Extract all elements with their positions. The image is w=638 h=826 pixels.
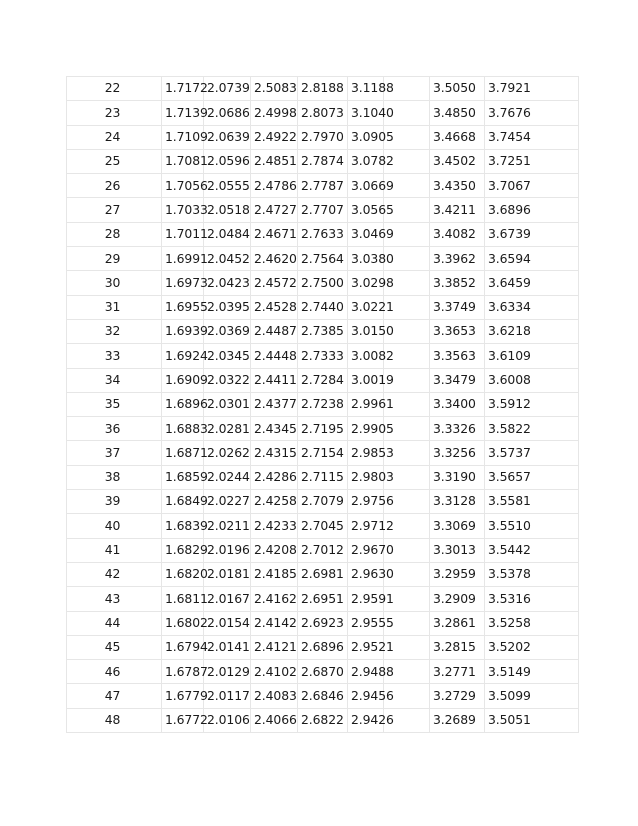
value-cell: 2.7633 bbox=[298, 222, 348, 246]
table-row bbox=[67, 368, 579, 392]
value-cell: 3.5510 bbox=[485, 514, 579, 538]
value-cell: 2.9591 bbox=[348, 587, 384, 611]
table-row bbox=[67, 635, 579, 659]
value-cell: 2.9712 bbox=[348, 514, 384, 538]
value-cell: 2.7707 bbox=[298, 198, 348, 222]
value-cell: 3.5316 bbox=[485, 587, 579, 611]
value-cell: 3.7454 bbox=[485, 125, 579, 149]
value-cell: 2.4851 bbox=[251, 149, 298, 173]
degrees-of-freedom-cell: 31 bbox=[67, 295, 162, 319]
value-cell: 1.6871 bbox=[162, 441, 204, 465]
value-cell: 2.9456 bbox=[348, 684, 384, 708]
value-cell: 1.7056 bbox=[162, 174, 204, 198]
value-cell: 2.7079 bbox=[298, 490, 348, 514]
value-cell: 2.0196 bbox=[204, 538, 251, 562]
value-cell: 2.9488 bbox=[348, 660, 384, 684]
value-cell: 3.5378 bbox=[485, 562, 579, 586]
value-cell: 1.6883 bbox=[162, 417, 204, 441]
degrees-of-freedom-cell: 36 bbox=[67, 417, 162, 441]
value-cell: 1.6772 bbox=[162, 708, 204, 732]
value-cell: 2.6951 bbox=[298, 587, 348, 611]
value-cell: 2.6870 bbox=[298, 660, 348, 684]
value-cell: 2.9803 bbox=[348, 465, 384, 489]
degrees-of-freedom-cell: 37 bbox=[67, 441, 162, 465]
value-cell: 3.1188 bbox=[348, 77, 384, 101]
value-cell: 3.6109 bbox=[485, 344, 579, 368]
value-cell: 2.7385 bbox=[298, 319, 348, 343]
degrees-of-freedom-cell: 41 bbox=[67, 538, 162, 562]
value-cell: 2.0686 bbox=[204, 101, 251, 125]
value-cell: 3.6594 bbox=[485, 247, 579, 271]
value-cell: 2.0369 bbox=[204, 319, 251, 343]
table-row bbox=[67, 295, 579, 319]
value-cell: 3.3128 bbox=[430, 490, 485, 514]
value-cell: 2.9853 bbox=[348, 441, 384, 465]
value-cell: 3.7251 bbox=[485, 149, 579, 173]
value-cell: 3.6459 bbox=[485, 271, 579, 295]
value-cell: 2.4487 bbox=[251, 319, 298, 343]
value-cell: 1.6839 bbox=[162, 514, 204, 538]
table-row bbox=[67, 514, 579, 538]
table-row bbox=[67, 611, 579, 635]
table-row bbox=[67, 271, 579, 295]
value-cell: 2.4448 bbox=[251, 344, 298, 368]
value-cell: 2.4142 bbox=[251, 611, 298, 635]
value-cell: 3.3190 bbox=[430, 465, 485, 489]
table-row bbox=[67, 149, 579, 173]
degrees-of-freedom-cell: 48 bbox=[67, 708, 162, 732]
value-cell: 1.6973 bbox=[162, 271, 204, 295]
value-cell: 2.4727 bbox=[251, 198, 298, 222]
value-cell: 2.0181 bbox=[204, 562, 251, 586]
table-row bbox=[67, 198, 579, 222]
degrees-of-freedom-cell: 42 bbox=[67, 562, 162, 586]
value-cell: 2.4121 bbox=[251, 635, 298, 659]
value-cell: 3.3653 bbox=[430, 319, 485, 343]
value-cell: 3.5822 bbox=[485, 417, 579, 441]
value-cell: 3.3563 bbox=[430, 344, 485, 368]
value-cell: 2.9961 bbox=[348, 392, 384, 416]
value-cell: 2.5083 bbox=[251, 77, 298, 101]
value-cell: 2.6846 bbox=[298, 684, 348, 708]
value-cell: 3.2771 bbox=[430, 660, 485, 684]
value-cell: 2.4083 bbox=[251, 684, 298, 708]
value-cell: 3.5912 bbox=[485, 392, 579, 416]
degrees-of-freedom-cell: 43 bbox=[67, 587, 162, 611]
value-cell: 2.7333 bbox=[298, 344, 348, 368]
value-cell: 2.4998 bbox=[251, 101, 298, 125]
value-cell: 2.7012 bbox=[298, 538, 348, 562]
value-cell: 3.2729 bbox=[430, 684, 485, 708]
value-cell: 2.7874 bbox=[298, 149, 348, 173]
value-cell: 2.0639 bbox=[204, 125, 251, 149]
value-cell: 3.6218 bbox=[485, 319, 579, 343]
critical-values-table bbox=[66, 76, 579, 733]
table-row bbox=[67, 125, 579, 149]
value-cell: 1.6849 bbox=[162, 490, 204, 514]
value-cell: 3.6334 bbox=[485, 295, 579, 319]
value-cell: 3.2861 bbox=[430, 611, 485, 635]
value-cell: 2.7970 bbox=[298, 125, 348, 149]
value-cell: 3.6008 bbox=[485, 368, 579, 392]
degrees-of-freedom-cell: 44 bbox=[67, 611, 162, 635]
degrees-of-freedom-cell: 22 bbox=[67, 77, 162, 101]
value-cell: 1.6820 bbox=[162, 562, 204, 586]
value-cell: 2.4315 bbox=[251, 441, 298, 465]
value-cell: 3.5737 bbox=[485, 441, 579, 465]
value-cell: 2.7238 bbox=[298, 392, 348, 416]
value-cell: 2.0244 bbox=[204, 465, 251, 489]
value-cell: 2.0281 bbox=[204, 417, 251, 441]
value-cell: 3.3852 bbox=[430, 271, 485, 295]
value-cell: 3.3400 bbox=[430, 392, 485, 416]
value-cell: 2.0227 bbox=[204, 490, 251, 514]
value-cell: 2.7284 bbox=[298, 368, 348, 392]
value-cell: 2.8188 bbox=[298, 77, 348, 101]
value-cell: 2.4572 bbox=[251, 271, 298, 295]
value-cell: 2.6981 bbox=[298, 562, 348, 586]
value-cell: 2.4922 bbox=[251, 125, 298, 149]
degrees-of-freedom-cell: 38 bbox=[67, 465, 162, 489]
table-row bbox=[67, 708, 579, 732]
value-cell: 3.0565 bbox=[348, 198, 384, 222]
degrees-of-freedom-cell: 45 bbox=[67, 635, 162, 659]
degrees-of-freedom-cell: 35 bbox=[67, 392, 162, 416]
value-cell: 3.6739 bbox=[485, 222, 579, 246]
degrees-of-freedom-cell: 39 bbox=[67, 490, 162, 514]
degrees-of-freedom-cell: 32 bbox=[67, 319, 162, 343]
value-cell: 3.2959 bbox=[430, 562, 485, 586]
table-row bbox=[67, 587, 579, 611]
value-cell: 2.0106 bbox=[204, 708, 251, 732]
value-cell: 1.7011 bbox=[162, 222, 204, 246]
value-cell: 3.3749 bbox=[430, 295, 485, 319]
value-cell: 2.9905 bbox=[348, 417, 384, 441]
value-cell: 2.0154 bbox=[204, 611, 251, 635]
value-cell: 3.4502 bbox=[430, 149, 485, 173]
degrees-of-freedom-cell: 24 bbox=[67, 125, 162, 149]
value-cell: 2.4377 bbox=[251, 392, 298, 416]
value-cell: 3.5258 bbox=[485, 611, 579, 635]
value-cell: 3.6896 bbox=[485, 198, 579, 222]
value-cell: 3.3069 bbox=[430, 514, 485, 538]
value-cell: 1.6859 bbox=[162, 465, 204, 489]
table-row bbox=[67, 490, 579, 514]
value-cell: 3.2909 bbox=[430, 587, 485, 611]
value-cell: 2.0423 bbox=[204, 271, 251, 295]
degrees-of-freedom-cell: 23 bbox=[67, 101, 162, 125]
value-cell: 3.0221 bbox=[348, 295, 384, 319]
table-row bbox=[67, 660, 579, 684]
value-cell: 2.7195 bbox=[298, 417, 348, 441]
value-cell: 2.0322 bbox=[204, 368, 251, 392]
value-cell: 2.9426 bbox=[348, 708, 384, 732]
value-cell: 1.6787 bbox=[162, 660, 204, 684]
value-cell: 2.0167 bbox=[204, 587, 251, 611]
value-cell: 2.0739 bbox=[204, 77, 251, 101]
value-cell: 2.7115 bbox=[298, 465, 348, 489]
table-row bbox=[67, 538, 579, 562]
value-cell: 2.7500 bbox=[298, 271, 348, 295]
value-cell: 2.0262 bbox=[204, 441, 251, 465]
value-cell: 1.6939 bbox=[162, 319, 204, 343]
value-cell: 2.0345 bbox=[204, 344, 251, 368]
value-cell: 2.9521 bbox=[348, 635, 384, 659]
value-cell: 2.9670 bbox=[348, 538, 384, 562]
value-cell: 2.4185 bbox=[251, 562, 298, 586]
degrees-of-freedom-cell: 29 bbox=[67, 247, 162, 271]
degrees-of-freedom-cell: 26 bbox=[67, 174, 162, 198]
value-cell: 3.0782 bbox=[348, 149, 384, 173]
value-cell: 2.0395 bbox=[204, 295, 251, 319]
value-cell: 1.6924 bbox=[162, 344, 204, 368]
table-row bbox=[67, 417, 579, 441]
value-cell: 2.0484 bbox=[204, 222, 251, 246]
value-cell: 1.6811 bbox=[162, 587, 204, 611]
value-cell: 2.7440 bbox=[298, 295, 348, 319]
value-cell: 2.9630 bbox=[348, 562, 384, 586]
degrees-of-freedom-cell: 47 bbox=[67, 684, 162, 708]
value-cell: 2.0555 bbox=[204, 174, 251, 198]
value-cell: 1.7081 bbox=[162, 149, 204, 173]
value-cell: 2.4066 bbox=[251, 708, 298, 732]
value-cell: 2.8073 bbox=[298, 101, 348, 125]
value-cell: 2.7045 bbox=[298, 514, 348, 538]
value-cell: 3.7676 bbox=[485, 101, 579, 125]
value-cell: 2.0129 bbox=[204, 660, 251, 684]
value-cell: 2.9555 bbox=[348, 611, 384, 635]
value-cell: 1.6991 bbox=[162, 247, 204, 271]
table-row bbox=[67, 562, 579, 586]
value-cell: 3.7067 bbox=[485, 174, 579, 198]
value-cell: 1.6909 bbox=[162, 368, 204, 392]
value-cell: 3.3962 bbox=[430, 247, 485, 271]
value-cell: 1.6794 bbox=[162, 635, 204, 659]
value-cell: 2.4258 bbox=[251, 490, 298, 514]
value-cell: 1.6802 bbox=[162, 611, 204, 635]
value-cell: 2.0301 bbox=[204, 392, 251, 416]
value-cell: 2.6923 bbox=[298, 611, 348, 635]
value-cell: 1.6896 bbox=[162, 392, 204, 416]
value-cell: 3.5050 bbox=[430, 77, 485, 101]
table-row bbox=[67, 247, 579, 271]
value-cell: 3.3256 bbox=[430, 441, 485, 465]
value-cell: 2.4286 bbox=[251, 465, 298, 489]
value-cell: 2.0452 bbox=[204, 247, 251, 271]
value-cell: 2.4620 bbox=[251, 247, 298, 271]
value-cell: 2.0141 bbox=[204, 635, 251, 659]
value-cell: 3.5149 bbox=[485, 660, 579, 684]
value-cell: 2.0117 bbox=[204, 684, 251, 708]
table-row bbox=[67, 174, 579, 198]
value-cell: 3.4668 bbox=[430, 125, 485, 149]
value-cell: 2.7564 bbox=[298, 247, 348, 271]
table-body bbox=[67, 77, 579, 733]
value-cell: 3.4082 bbox=[430, 222, 485, 246]
value-cell: 1.7172 bbox=[162, 77, 204, 101]
degrees-of-freedom-cell: 40 bbox=[67, 514, 162, 538]
value-cell: 2.9756 bbox=[348, 490, 384, 514]
degrees-of-freedom-cell: 30 bbox=[67, 271, 162, 295]
value-cell: 3.7921 bbox=[485, 77, 579, 101]
table-row bbox=[67, 319, 579, 343]
value-cell: 3.0298 bbox=[348, 271, 384, 295]
value-cell: 3.3326 bbox=[430, 417, 485, 441]
table-row bbox=[67, 222, 579, 246]
value-cell: 2.4786 bbox=[251, 174, 298, 198]
value-cell: 2.6896 bbox=[298, 635, 348, 659]
table-row bbox=[67, 684, 579, 708]
value-cell: 3.0019 bbox=[348, 368, 384, 392]
value-cell: 2.4233 bbox=[251, 514, 298, 538]
value-cell: 3.0082 bbox=[348, 344, 384, 368]
value-cell: 3.0905 bbox=[348, 125, 384, 149]
value-cell: 2.7154 bbox=[298, 441, 348, 465]
value-cell: 1.6955 bbox=[162, 295, 204, 319]
value-cell: 3.4850 bbox=[430, 101, 485, 125]
degrees-of-freedom-cell: 27 bbox=[67, 198, 162, 222]
degrees-of-freedom-cell: 28 bbox=[67, 222, 162, 246]
value-cell: 3.2689 bbox=[430, 708, 485, 732]
value-cell: 2.4411 bbox=[251, 368, 298, 392]
value-cell: 2.4671 bbox=[251, 222, 298, 246]
table-row bbox=[67, 465, 579, 489]
value-cell: 3.1040 bbox=[348, 101, 384, 125]
value-cell: 3.4211 bbox=[430, 198, 485, 222]
value-cell: 1.6829 bbox=[162, 538, 204, 562]
value-cell: 2.0596 bbox=[204, 149, 251, 173]
value-cell: 3.0669 bbox=[348, 174, 384, 198]
value-cell: 2.4162 bbox=[251, 587, 298, 611]
table-row bbox=[67, 344, 579, 368]
value-cell: 3.0469 bbox=[348, 222, 384, 246]
degrees-of-freedom-cell: 25 bbox=[67, 149, 162, 173]
value-cell: 3.5657 bbox=[485, 465, 579, 489]
value-cell: 3.5051 bbox=[485, 708, 579, 732]
value-cell: 3.5581 bbox=[485, 490, 579, 514]
value-cell: 2.0518 bbox=[204, 198, 251, 222]
value-cell: 3.5442 bbox=[485, 538, 579, 562]
value-cell: 3.3013 bbox=[430, 538, 485, 562]
value-cell: 3.0150 bbox=[348, 319, 384, 343]
value-cell: 1.7109 bbox=[162, 125, 204, 149]
value-cell: 3.3479 bbox=[430, 368, 485, 392]
value-cell: 1.6779 bbox=[162, 684, 204, 708]
value-cell: 1.7033 bbox=[162, 198, 204, 222]
table-row bbox=[67, 101, 579, 125]
value-cell: 3.5202 bbox=[485, 635, 579, 659]
table-row bbox=[67, 441, 579, 465]
degrees-of-freedom-cell: 33 bbox=[67, 344, 162, 368]
value-cell: 2.4345 bbox=[251, 417, 298, 441]
value-cell: 2.4528 bbox=[251, 295, 298, 319]
value-cell: 3.2815 bbox=[430, 635, 485, 659]
value-cell: 2.7787 bbox=[298, 174, 348, 198]
degrees-of-freedom-cell: 46 bbox=[67, 660, 162, 684]
value-cell: 3.4350 bbox=[430, 174, 485, 198]
value-cell: 2.4208 bbox=[251, 538, 298, 562]
degrees-of-freedom-cell: 34 bbox=[67, 368, 162, 392]
value-cell: 2.4102 bbox=[251, 660, 298, 684]
table-row bbox=[67, 77, 579, 101]
value-cell: 3.5099 bbox=[485, 684, 579, 708]
value-cell: 3.0380 bbox=[348, 247, 384, 271]
value-cell: 2.6822 bbox=[298, 708, 348, 732]
table-row bbox=[67, 392, 579, 416]
value-cell: 1.7139 bbox=[162, 101, 204, 125]
value-cell: 2.0211 bbox=[204, 514, 251, 538]
